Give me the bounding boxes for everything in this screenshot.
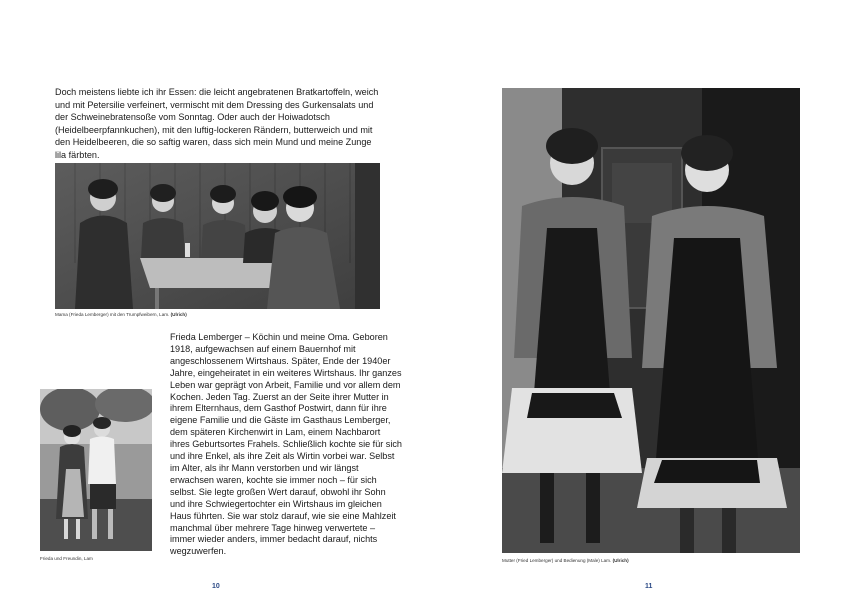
right-page: [433, 0, 867, 612]
intro-paragraph: Doch meistens liebte ich ihr Essen: die leicht angebratenen Bratkartoffeln, weich und mit Petersilie verfeinert, vermischt mit dem Dressing des Gurkensalats und der Schweinebratensoße vom Sonntag. Oder auch der Hoiwadotsch (Heidelbeerpfannkuchen), mit den luftig-lockeren Rändern, butterweich und mit den Heidelbeeren, die so saftig waren, dass sich mein Mund und meine Zunge lila färbten.: [55, 87, 379, 160]
photo-women-at-table: [55, 163, 380, 309]
photo1-caption-text: Mama (Frieda Lemberger) mit den Trumpfweibern, Lam.: [55, 312, 170, 317]
page-number-right: 11: [645, 583, 653, 590]
photo-frieda-and-friend: [40, 389, 152, 551]
photo1-caption-credit: (Ulrich): [170, 312, 187, 317]
body-paragraph: Frieda Lemberger – Köchin und meine Oma. Geboren 1918, aufgewachsen auf einem Bauernhof mit angeschlossenem Wirtshaus. Später, Ende der 1940er Jahre, eingeheiratet in ein weiteres Wirtshaus. Ihr ganzes Leben war geprägt von Arbeit, Familie und vor allem dem Kochen. Jeden Tag. Zuerst an der Seite ihrer Mutter in ihrem Elternhaus, dem Gasthof Postwirt, dann für ihre eigene Familie und die Gäste im Gasthaus Lemberger, dem späteren Kirchenwirt in Lam, einem Nachbarort ihres Geburtsortes Frahels. Schließlich kochte sie für sich und ihre Enkel, als ihre Zeit als Wirtin vorbei war. Selbst im Alter, als ihr Mann verstorben und wir längst erwachsen waren, kochte sie immer noch – für sich selbst. Sie legte großen Wert darauf, obwohl ihr Sohn und ihre Schwiegertochter ein Wirtshaus im gleichen Haus führten. Sie war stolz darauf, wie sie eine Mahlzeit manchmal über mehrere Tage hinweg verwertete – immer wieder anders, immer bedacht darauf, nichts wegzuwerfen.: [170, 332, 402, 557]
photo3-caption-credit: (Ulrich): [612, 558, 629, 563]
photo3-caption-text: Mutter (Fried Lemberger) und Bedienung (Male) Lam.: [502, 558, 612, 563]
photo1-caption: [55, 312, 187, 318]
photo3-caption: [502, 558, 629, 564]
photo-mother-and-waitress: [502, 88, 800, 553]
left-page: [0, 0, 433, 612]
page-number-left: 10: [212, 583, 220, 590]
photo2-caption: Frieda und Freundin, Lam: [40, 556, 93, 561]
